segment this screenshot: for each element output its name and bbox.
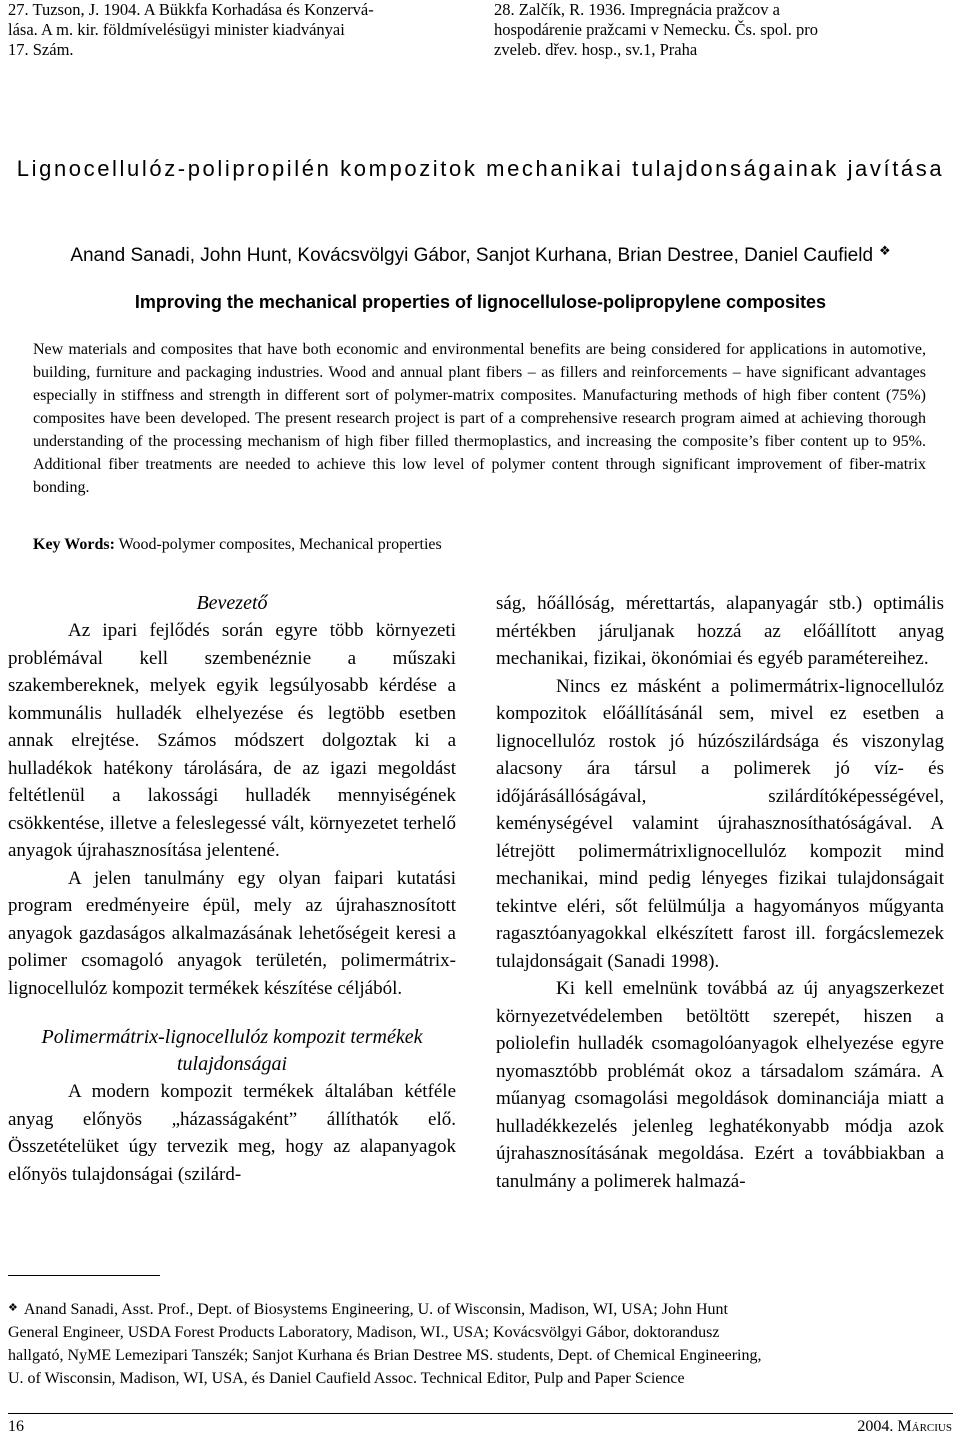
keywords-text: Wood-polymer composites, Mechanical properties — [118, 536, 442, 553]
reference-27 — [8, 0, 478, 60]
page-number: 16 — [8, 1418, 24, 1435]
footnote-star-icon: ❖ — [879, 243, 891, 258]
reference-28 — [494, 0, 954, 60]
article-title-hungarian: Lignocellulóz-polipropilén kompozitok mechanikai tulajdonságainak javítása — [16, 156, 945, 181]
abstract: New materials and composites that have both economic and environmental benefits are being considered for applications in automotive, building, furniture and packaging industries. Wood and annual plant fibers – as fillers and reinforcements – have significant advantages especially in stiffness and strength in different sort of polymer-matrix composites. Manufacturing methods of high fiber content (75%) composites have been developed. The present research project is part of a comprehensive research program aimed at achieving thorough understanding of the processing mechanism of high fiber filled thermoplastics, and increasing the composite’s fiber content up to 95%. Additional fiber treatments are needed to achieve this low level of polymer content through significant improvement of fiber-matrix bonding. — [33, 341, 926, 496]
footer-divider — [8, 1413, 953, 1414]
reference-line: zveleb. dřev. hosp., sv.1, Praha — [494, 40, 698, 59]
body-paragraph: A jelen tanulmány egy olyan faipari kutatási program eredményeire épül, mely az újrahasznosított anyagok gazdaságos alkalmazásának lehetőségeit keresi a polimer csomagoló anyagok területén, polimermátrix-lignocellulóz kompozit termékek készítése céljából. — [8, 867, 456, 999]
issue-label — [857, 1417, 952, 1437]
footnote-line: General Engineer, USDA Forest Products Laboratory, Madison, WI., USA; Kovácsvölgyi Gábor, doktorandusz — [8, 1324, 720, 1341]
reference-line: 27. Tuzson, J. 1904. A Bükkfa Korhadása és Konzervá- — [8, 0, 374, 19]
reference-line: 28. Zalčík, R. 1936. Impregnácia pražcov a — [494, 0, 780, 19]
issue-year: 2004. — [857, 1418, 894, 1435]
body-paragraph: A modern kompozit termékek általában kétféle anyag előnyös „házasságaként” állíthatók elő. Összetételüket úgy tervezik meg, hogy az alapanyagok előnyös tulajdonságai (szilárd- — [8, 1081, 456, 1185]
footnote-divider — [8, 1275, 160, 1276]
footnote-line: U. of Wisconsin, Madison, WI, USA, és Daniel Caufield Assoc. Technical Editor, Pulp and Paper Science — [8, 1370, 685, 1387]
body-paragraph: Ki kell emelnünk továbbá az új anyagszerkezet környezetvédelemben betöltött szerepét, hiszen a poliolefin hulladék csomagolóanyagok elhelyezése egyre nyomasztóbb problémát okoz a társadalom számára. A műanyag csomagolási megoldások dominanciája miatt a hulladékkezelés jelenleg leghatékonyabb módja azok újrahasznosításának megoldása. Ezért a továbbiakban a tanulmány a polimerek halmazá- — [496, 978, 944, 1192]
footnote-line: ❖ Anand Sanadi, Asst. Prof., Dept. of Biosystems Engineering, U. of Wisconsin, Madison, WI, USA; John Hunt — [8, 1301, 728, 1318]
keywords — [33, 534, 926, 556]
keywords-label: Key Words: — [33, 536, 115, 553]
footnote-star-icon: ❖ — [8, 1302, 18, 1314]
reference-line: 17. Szám. — [8, 40, 74, 59]
body-paragraph: ság, hőállóság, mérettartás, alapanyagár stb.) optimális mértékben járuljanak hozzá az előállított anyag mechanikai, fizikai, ökonómiai és egyéb paramétereihez. — [496, 593, 944, 669]
authors-text: Anand Sanadi, John Hunt, Kovácsvölgyi Gábor, Sanjot Kurhana, Brian Destree, Daniel Caufield — [70, 245, 874, 266]
body-paragraph: Nincs ez másként a polimermátrix-lignocellulóz kompozitok előállításánál sem, mivel ez esetben a lignocellulóz rostok jó húzószilárdsága és viszonylag alacsony ára társul a polimerek jó víz- és időjárásállóságával, szilárdítóképességével, keménységével valamint újrahasznosíthatóságával. A létrejött polimermátrixlignocellulóz kompozit mind mechanikai, mind pedig lényeges fizikai tulajdonságait tekintve eléri, sőt felülmúlja a hagyományos műgyanta ragasztóanyagokkal elkészített farost ill. forgácslemezek tulajdonságait (Sanadi 1998). — [496, 675, 944, 972]
author-list — [8, 238, 953, 269]
article-title-english: Improving the mechanical properties of lignocellulose-polipropylene composites — [134, 292, 827, 312]
footnote — [8, 1297, 953, 1390]
issue-month: Március — [897, 1418, 952, 1435]
reference-list — [8, 0, 953, 68]
reference-line: hospodárenie pražcami v Nemecku. Čs. spol. pro — [494, 20, 818, 39]
body-column-right — [496, 590, 944, 1195]
section-heading-composites: Polimermátrix-lignocellulóz kompozit termékek tulajdonságai — [41, 1026, 423, 1075]
body-paragraph: Az ipari fejlődés során egyre több környezeti problémával kell szembenéznie a műszaki szakembereknek, melyek egyik legsúlyosabb kérdése a kommunális hulladék elhelyezése és legtöbb esetben annak elrejtése. Számos módszert dolgoztak ki a hulladékok hatékony tárolására, de az igazi megoldást feltétlenül a lakossági hulladék mennyiségének csökkentése, illetve a feleslegessé vált, környezetet terhelő anyagok újrahasznosítása jelentené. — [8, 620, 456, 861]
section-heading-introduction: Bevezető — [196, 592, 268, 614]
reference-line: lása. A m. kir. földmívelésügyi minister kiadványai — [8, 20, 345, 39]
footnote-line: hallgató, NyME Lemezipari Tanszék; Sanjot Kurhana és Brian Destree MS. students, Dept. of Chemical Engineering, — [8, 1347, 762, 1364]
body-column-left — [8, 590, 456, 1188]
